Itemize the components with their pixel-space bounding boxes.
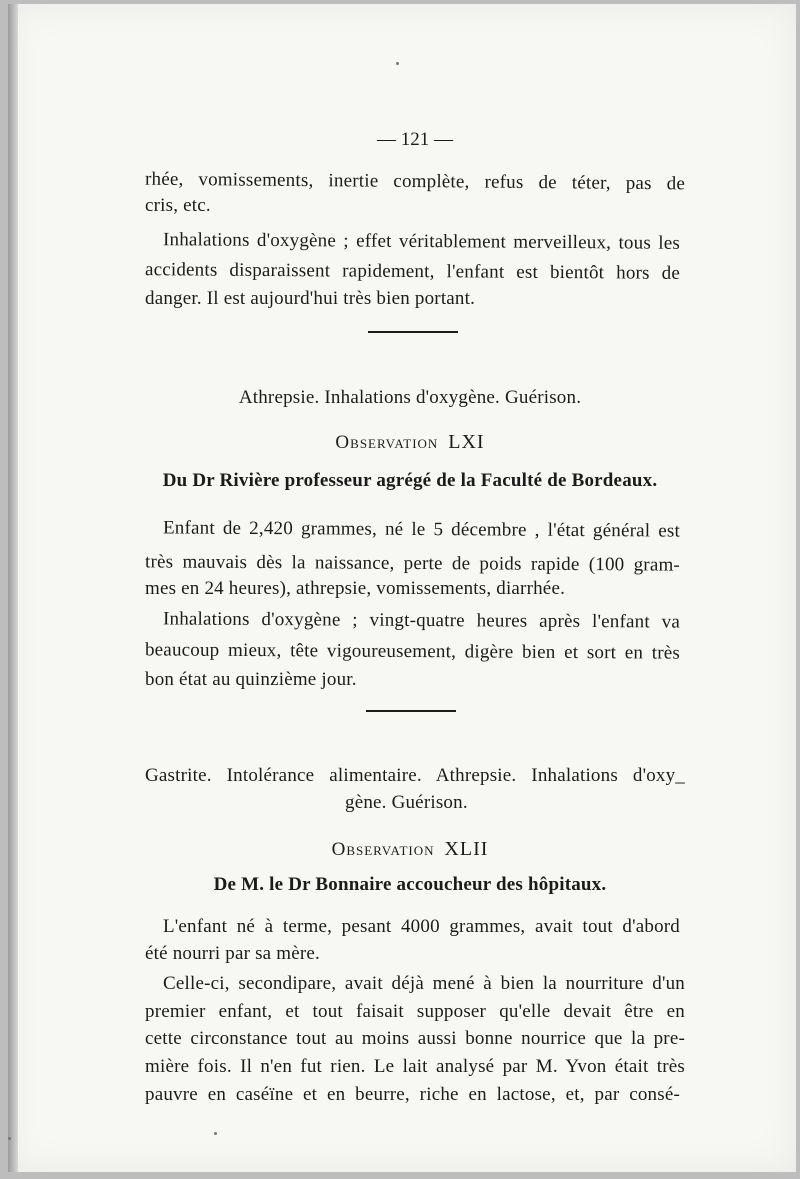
section-divider	[368, 331, 458, 333]
text-line: beaucoup mieux, tête vigoureusement, digère bien et sort en très	[144, 639, 681, 664]
text-line: mière fois. Il n'en fut rien. Le lait analysé par M. Yvon était très	[145, 1056, 685, 1077]
text-line: cris, etc.	[145, 195, 211, 216]
scan-speck	[214, 1132, 217, 1135]
observation-number: LXI	[448, 431, 485, 453]
page-number: — 121 —	[377, 129, 453, 150]
observation-label: Observation	[331, 839, 435, 860]
observation-number: XLII	[444, 838, 489, 860]
text-line: Inhalations d'oxygène ; effet véritablement merveilleux, tous les	[162, 229, 681, 254]
case-title: Gastrite. Intolérance alimentaire. Athrepsie. Inhalations d'oxy_	[145, 765, 685, 786]
text-line: Enfant de 2,420 grammes, né le 5 décembre , l'état général est	[162, 517, 681, 542]
text-line: premier enfant, et tout faisait supposer qu'elle devait être en	[145, 1001, 685, 1022]
case-author: De M. le Dr Bonnaire accoucheur des hôpitaux.	[213, 874, 607, 895]
text-line: mes en 24 heures), athrepsie, vomissements, diarrhée.	[145, 578, 566, 599]
case-title: Athrepsie. Inhalations d'oxygène. Guérison.	[238, 387, 582, 408]
text-line: Inhalations d'oxygène ; vingt-quatre heures après l'enfant va	[162, 608, 681, 633]
text-line: pauvre en caséïne et en beurre, riche en lactose, et, par consé-	[145, 1084, 680, 1105]
text-line: L'enfant né à terme, pesant 4000 grammes, avait tout d'abord	[163, 916, 680, 937]
text-line: très mauvais dès la naissance, perte de poids rapide (100 gram-	[144, 551, 681, 576]
text-line: Celle-ci, secondipare, avait déjà mené à bien la nourriture d'un	[163, 973, 685, 994]
observation-heading	[120, 430, 700, 455]
scan-speck	[8, 1137, 11, 1140]
section-divider	[366, 710, 456, 712]
text-line: accidents disparaissent rapidement, l'enfant est bientôt hors de	[144, 259, 681, 284]
text-line: danger. Il est aujourd'hui très bien portant.	[145, 288, 476, 309]
observation-label: Observation	[335, 432, 439, 453]
text-line: rhée, vomissements, inertie complète, refus de téter, pas de	[144, 168, 686, 195]
text-line: cette circonstance tout au moins aussi bonne nourrice que la pre-	[145, 1028, 685, 1049]
case-author: Du Dr Rivière professeur agrégé de la Faculté de Bordeaux.	[162, 470, 658, 491]
case-title: gène. Guérison.	[345, 792, 468, 813]
text-line: bon état au quinzième jour.	[145, 669, 357, 690]
page-edge-shadow	[8, 4, 18, 1172]
text-line: été nourri par sa mère.	[145, 943, 320, 964]
observation-heading	[120, 837, 700, 862]
scan-speck	[396, 62, 399, 65]
